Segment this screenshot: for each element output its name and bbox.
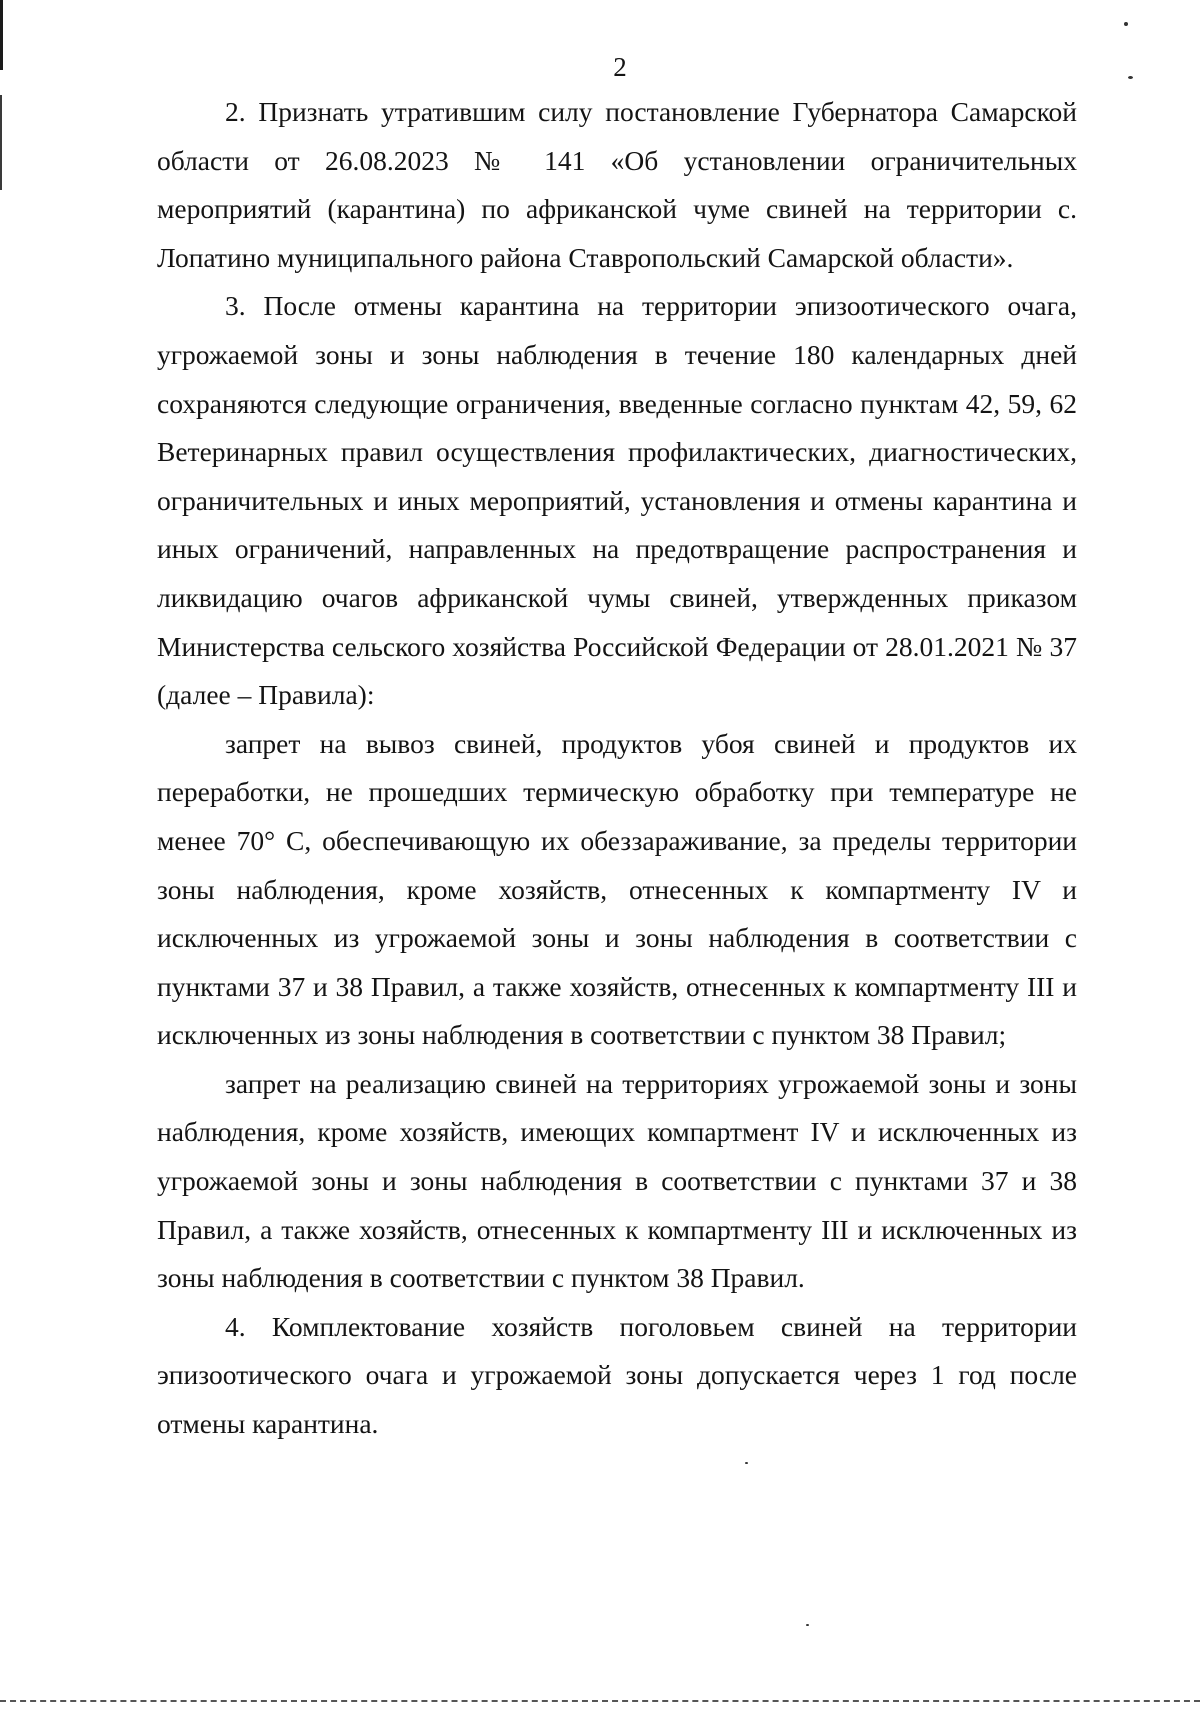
scan-speck [1124,22,1128,26]
paragraph-item-4: 4. Комплектование хозяйств поголовьем свиней на территории эпизоотического очага и угрожаемой зоны допускается через 1 год после отмены карантина. [157,1310,1077,1440]
scan-edge-mark [0,95,2,190]
paragraph-sale-ban: запрет на реализацию свиней на территориях угрожаемой зоны и зоны наблюдения, кроме хозяйств, имеющих компартмент IV и исключенных из угрожаемой зоны и зоны наблюдения в соответствии с пунктами 37 и 38 Правил, а также хозяйств, отнесенных к компартменту III и исключенных из зоны наблюдения в соответствии с пунктом 38 Правил. [157,1067,1077,1294]
scan-bottom-edge [0,1700,1200,1702]
paragraph-item-3: 3. После отмены карантина на территории эпизоотического очага, угрожаемой зоны и зоны наблюдения в течение 180 календарных дней сохраняются следующие ограничения, введенные согласно пунктам 42, 59, 62 Ветеринарных правил осуществления профилактических, диагностических, ограничительных и иных мероприятий, установления и отмены карантина и иных ограничений, направленных на предотвращение распространения и ликвидацию очагов африканской чумы свиней, утвержденных приказом Министерства сельского хозяйства Российской Федерации от 28.01.2021 № 37 (далее – Правила): [157,290,1077,711]
document-body [157,88,1077,1449]
paragraph-item-2: 2. Признать утратившим силу постановление Губернатора Самарской области от 26.08.2023 № 141 «Об установлении ограничительных мероприятий (карантина) по африканской чуме свиней на территории с. Лопатино муниципального района Ставропольский Самарской области». [157,96,1077,273]
scan-speck [806,1624,809,1626]
page-number: 2 [613,52,627,82]
scan-speck [745,1462,748,1464]
paragraph-export-ban: запрет на вывоз свиней, продуктов убоя свиней и продуктов их переработки, не прошедших термическую обработку при температуре не менее 70° С, обеспечивающую их обеззараживание, за пределы территории зоны наблюдения, кроме хозяйств, отнесенных к компартменту IV и исключенных из угрожаемой зоны и зоны наблюдения в соответствии с пунктами 37 и 38 Правил, а также хозяйств, отнесенных к компартменту III и исключенных из зоны наблюдения в соответствии с пунктом 38 Правил; [157,727,1077,1051]
